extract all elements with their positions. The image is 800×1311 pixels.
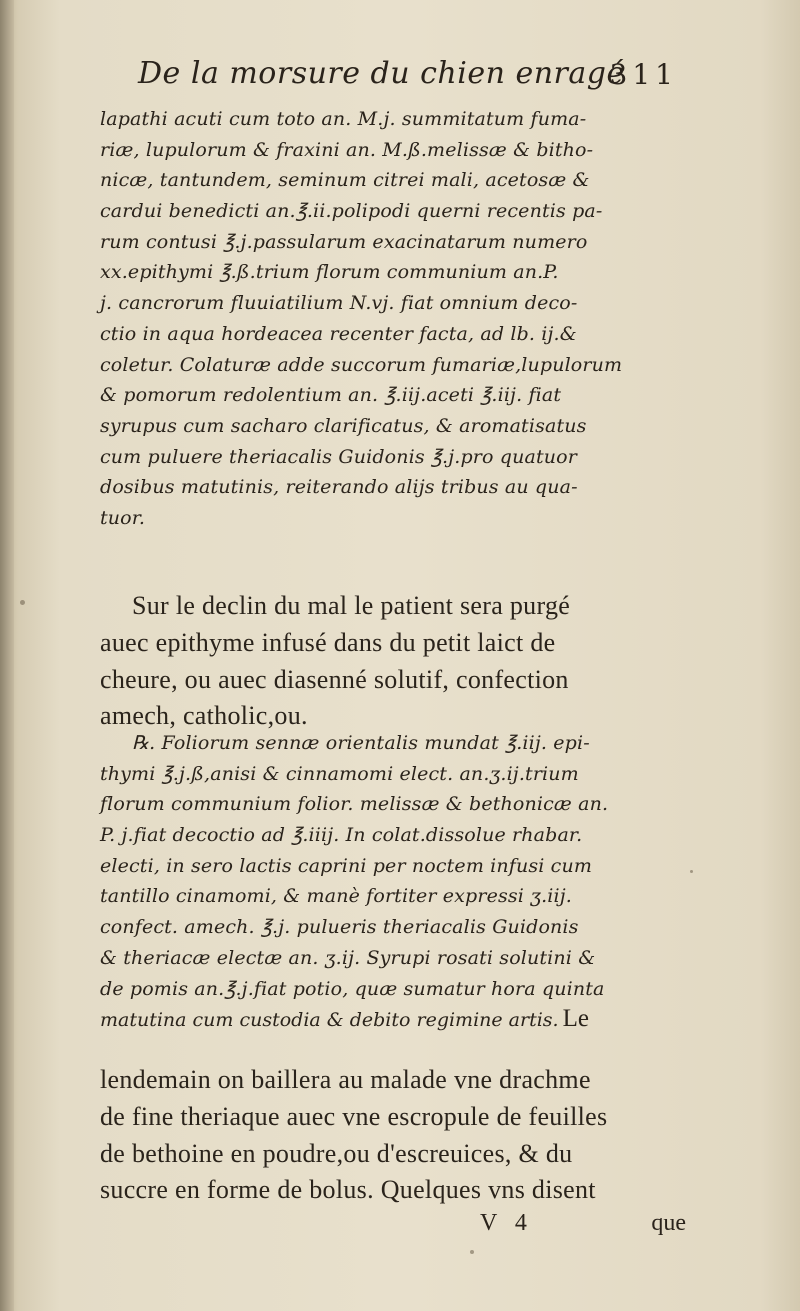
paper-speck — [20, 600, 25, 605]
text-line: rum contusi ℥.j.passularum exacinatarum numero — [100, 230, 588, 253]
text-line: riæ, lupulorum & fraxini an. M.ß.melissæ & bitho- — [100, 138, 594, 161]
text-line: de pomis an.℥.j.fiat potio, quæ sumatur hora quinta — [100, 977, 605, 1000]
text-line: P. j.fiat decoctio ad ℥.iiij. In colat.dissolue rhabar. — [100, 824, 583, 847]
page-footer — [100, 1210, 686, 1244]
text-line: cardui benedicti an.℥.ii.polipodi querni recentis pa- — [100, 200, 603, 223]
text-line: de fine theriaque auec vne escropule de feuilles — [100, 1101, 608, 1131]
latin-segment: matutina cum custodia & debito regimine artis. — [100, 1009, 559, 1032]
catchword: que — [651, 1210, 686, 1236]
text-line: florum communium folior. melissæ & bethonicæ an. — [100, 793, 609, 816]
text-line: Sur le declin du mal le patient sera purgé — [132, 591, 571, 620]
text-line: cum puluere theriacalis Guidonis ℥.j.pro quatuor — [100, 445, 577, 468]
text-line: syrupus cum sacharo clarificatus, & aromatisatus — [100, 414, 587, 437]
paper-speck — [690, 870, 693, 873]
text-line: & pomorum redolentium an. ℥.iij.aceti ℥.iij. fiat — [100, 384, 562, 407]
text-line: thymi ℥.j.ß,anisi & cinnamomi elect. an.ʒ.ij.trium — [100, 762, 579, 785]
latin-recipe-block-2 — [100, 728, 686, 1035]
french-paragraph-2 — [100, 1062, 686, 1209]
french-paragraph-1 — [100, 588, 686, 735]
text-line: de bethoine en poudre,ou d'escreuices, & du — [100, 1138, 573, 1168]
text-line: electi, in sero lactis caprini per noctem infusi cum — [100, 854, 593, 877]
french-segment: Le — [562, 1005, 589, 1033]
text-line: tuor. — [100, 506, 146, 529]
page-number: 311 — [609, 58, 678, 91]
text-line: ctio in aqua hordeacea recenter facta, ad lb. ij.& — [100, 322, 577, 345]
text-line: lapathi acuti cum toto an. M.j. summitatum fuma- — [100, 108, 587, 130]
text-line: j. cancrorum fluuiatilium N.vj. fiat omnium deco- — [100, 292, 578, 315]
text-line: cheure, ou auec diasenné solutif, confection — [100, 664, 569, 694]
text-line: xx.epithymi ℥.ß.trium florum communium an.P. — [100, 261, 559, 284]
text-line: dosibus matutinis, reiterando alijs tribus au qua- — [100, 476, 578, 499]
paper-speck — [470, 1250, 474, 1254]
text-line: lendemain on baillera au malade vne drachme — [100, 1065, 591, 1094]
text-line: & theriacæ electæ an. ʒ.ij. Syrupi rosati solutini & — [100, 946, 596, 969]
signature-mark: V 4 — [480, 1210, 533, 1236]
page-header — [138, 56, 678, 100]
text-line: amech, catholic,ou. — [100, 701, 308, 731]
text-line: coletur. Colaturæ adde succorum fumariæ,lupulorum — [100, 353, 623, 376]
text-line: confect. amech. ℥.j. pulueris theriacalis Guidonis — [100, 916, 579, 939]
latin-recipe-block-1 — [100, 104, 686, 534]
text-line: auec epithyme infusé dans du petit laict de — [100, 627, 556, 657]
page-gutter-shadow — [0, 0, 14, 1311]
text-line: succre en forme de bolus. Quelques vns disent — [100, 1175, 596, 1205]
text-line: nicæ, tantundem, seminum citrei mali, acetosæ & — [100, 169, 590, 192]
mixed-text-line — [100, 1004, 686, 1035]
running-title: De la morsure du chien enragé — [138, 56, 625, 91]
text-line: tantillo cinamomi, & manè fortiter expressi ʒ.iij. — [100, 885, 572, 908]
text-line: ℞. Foliorum sennæ orientalis mundat ℥.iij. epi- — [132, 732, 590, 754]
